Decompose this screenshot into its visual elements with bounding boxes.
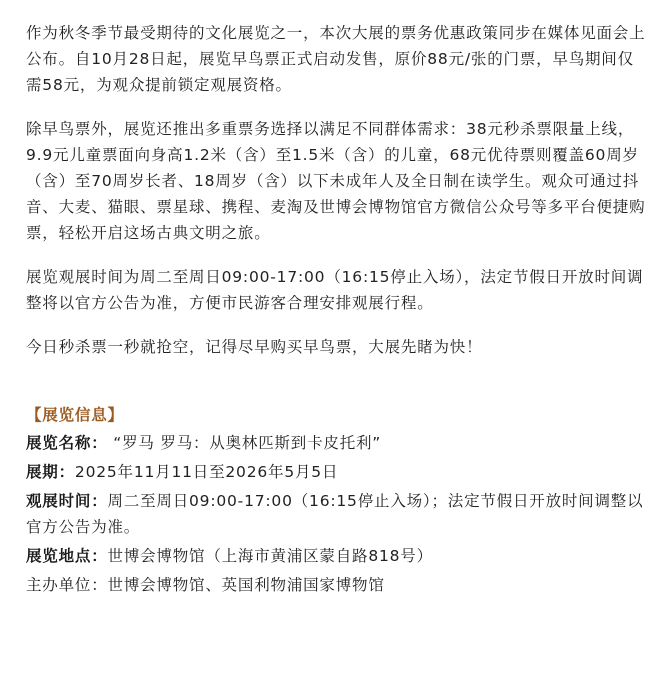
exhibition-info-section [26,402,646,598]
info-location-value: 世博会博物馆（上海市黄浦区蒙自路818号） [107,547,433,565]
paragraph-opening-hours: 展览观展时间为周二至周日09:00-17:00（16:15停止入场），法定节假日开放时间调整将以官方公告为准，方便市民游客合理安排观展行程。 [26,268,644,312]
article-body [26,20,646,601]
info-heading: 【展览信息】 [26,406,124,424]
info-name-label: 展览名称： [26,434,108,452]
info-name-row [26,430,646,456]
info-name-value: “罗马 罗马：从奥林匹斯到卡皮托利” [107,434,382,452]
info-hours-row [26,488,646,540]
info-location-row [26,543,646,569]
paragraph-early-bird: 作为秋冬季节最受期待的文化展览之一，本次大展的票务优惠政策同步在媒体见面会上公布。自10月28日起，展览早鸟票正式启动发售，原价88元/张的门票，早鸟期间仅需58元，为观众提前锁定观展资格。 [26,24,646,94]
info-organizer-value: 世博会博物馆、英国利物浦国家博物馆 [107,576,385,594]
info-location-label: 展览地点： [26,547,108,565]
info-period-row [26,459,646,485]
paragraph-call-to-action: 今日秒杀票一秒就抢空，记得尽早购买早鸟票，大展先睹为快！ [26,338,483,356]
paragraph-ticket-options: 除早鸟票外，展览还推出多重票务选择以满足不同群体需求：38元秒杀票限量上线，9.9元儿童票面向身高1.2米（含）至1.5米（含）的儿童，68元优待票则覆盖60周岁（含）至70周岁长者、18周岁（含）以下未成年人及全日制在读学生。观众可通过抖音、大麦、猫眼、票星球、携程、麦淘及世博会博物馆官方微信公众号等多平台便捷购票，轻松开启这场古典文明之旅。 [26,120,646,242]
info-period-label: 展期： [26,463,75,481]
info-period-value: 2025年11月11日至2026年5月5日 [74,463,339,481]
info-hours-label: 观展时间： [26,492,108,510]
info-organizer-row [26,572,646,598]
info-organizer-label: 主办单位： [26,576,108,594]
info-hours-value: 周二至周日09:00-17:00（16:15停止入场）；法定节假日开放时间调整以官方公告为准。 [26,492,644,536]
